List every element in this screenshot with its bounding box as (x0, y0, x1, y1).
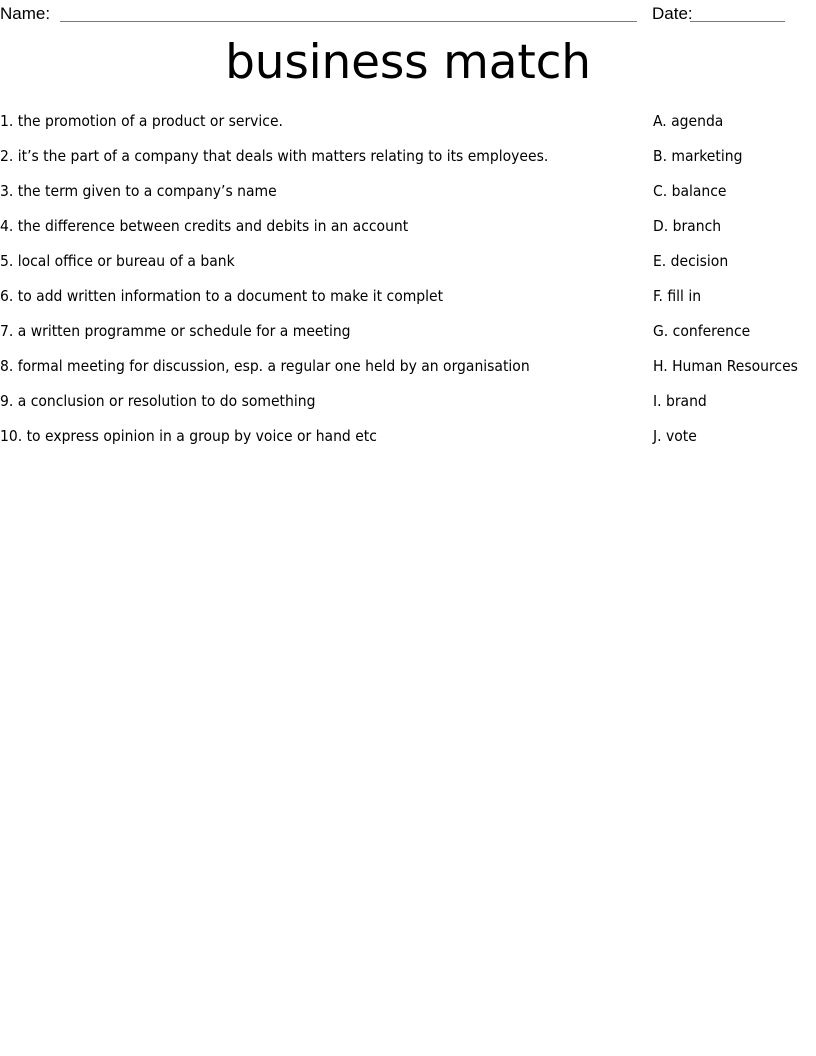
prompt-item: 2. it’s the part of a company that deals with matters relating to its employees. (0, 147, 549, 165)
option-item: D. branch (653, 217, 722, 235)
worksheet-header (0, 0, 816, 28)
match-row (0, 215, 816, 250)
prompt-item: 10. to express opinion in a group by voice or hand etc (0, 427, 377, 445)
option-item: H. Human Resources (653, 357, 798, 375)
prompt-item: 6. to add written information to a document to make it complet (0, 287, 444, 305)
prompt-item: 3. the term given to a company’s name (0, 182, 277, 200)
option-item: J. vote (653, 427, 697, 445)
match-row (0, 250, 816, 285)
option-item: I. brand (653, 392, 707, 410)
match-row (0, 355, 816, 390)
match-row (0, 425, 816, 460)
prompt-item: 4. the difference between credits and debits in an account (0, 217, 409, 235)
date-input-line[interactable] (690, 21, 785, 22)
prompt-item: 9. a conclusion or resolution to do something (0, 392, 316, 410)
match-row (0, 320, 816, 355)
option-item: A. agenda (653, 112, 724, 130)
prompt-item: 1. the promotion of a product or service. (0, 112, 283, 130)
prompt-item: 7. a written programme or schedule for a meeting (0, 322, 351, 340)
match-row (0, 180, 816, 215)
match-row (0, 110, 816, 145)
prompt-item: 8. formal meeting for discussion, esp. a regular one held by an organisation (0, 357, 530, 375)
option-item: G. conference (653, 322, 751, 340)
option-item: C. balance (653, 182, 727, 200)
match-row (0, 285, 816, 320)
option-item: E. decision (653, 252, 729, 270)
match-row (0, 145, 816, 180)
date-label: Date: (652, 4, 693, 23)
option-item: B. marketing (653, 147, 743, 165)
match-row (0, 390, 816, 425)
page-title: business match (225, 35, 591, 90)
name-label: Name: (0, 4, 51, 23)
matching-exercise (0, 110, 816, 460)
prompt-item: 5. local office or bureau of a bank (0, 252, 235, 270)
option-item: F. fill in (653, 287, 702, 305)
name-input-line[interactable] (60, 21, 637, 22)
